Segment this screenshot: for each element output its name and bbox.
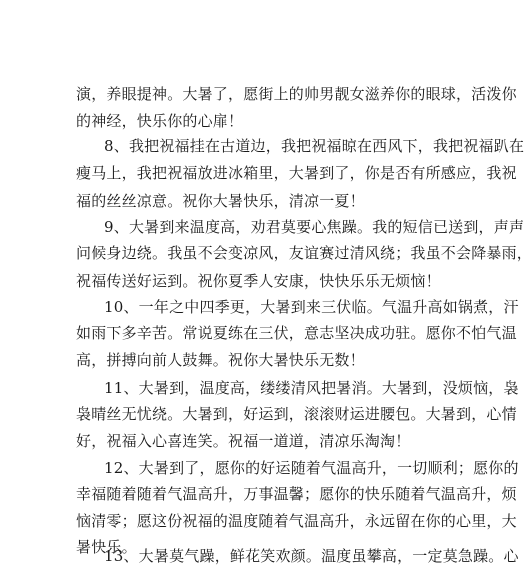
text-line: 问候身边绕。我虽不会变凉风，友谊赛过清风绕；我虽不会降暴雨， xyxy=(76,244,532,262)
text-line: 11、大暑到，温度高，缕缕清风把暑消。大暑到，没烦恼，袅 xyxy=(104,379,519,397)
text-line: 演，养眼提神。大暑了，愿街上的帅男靓女滋养你的眼球，活泼你 xyxy=(76,85,517,103)
text-line: 9、大暑到来温度高，劝君莫要心焦躁。我的短信已送到，声声 xyxy=(104,218,525,236)
text-line: 瘦马上，我把祝福放进冰箱里，大暑到了，你是否有所感应，我祝 xyxy=(76,164,517,182)
text-line: 袅晴丝无忧绕。大暑到，好运到，滚滚财运进腰包。大暑到，心情 xyxy=(76,405,517,423)
text-line: 暑快乐。 xyxy=(76,538,137,556)
text-line: 好，祝福入心喜连笑。祝福一道道，清凉乐淘淘！ xyxy=(76,432,411,450)
text-line: 12、大暑到了，愿你的好运随着气温高升，一切顺利；愿你的 xyxy=(104,459,519,477)
text-line: 10、一年之中四季更，大暑到来三伏临。气温升高如锅煮，汗 xyxy=(104,298,519,316)
text-line: 8、我把祝福挂在古道边，我把祝福晾在西风下，我把祝福趴在 xyxy=(104,137,525,155)
text-line: 的神经，快乐你的心扉！ xyxy=(76,112,244,130)
text-line: 福的丝丝凉意。祝你大暑快乐，清凉一夏！ xyxy=(76,192,365,210)
text-line: 如雨下多辛苦。常说夏练在三伏，意志坚决成功驻。愿你不怕气温 xyxy=(76,324,517,342)
text-line: 13、大暑莫气躁，鲜花笑欢颜。温度虽攀高，一定莫急躁。心 xyxy=(104,547,519,565)
text-line: 高，拼搏向前人鼓舞。祝你大暑快乐无数！ xyxy=(76,351,365,369)
text-line: 恼清零；愿这份祝福的温度随着气温高升，永远留在你的心里，大 xyxy=(76,512,517,530)
text-line: 祝福传送好运到。祝你夏季人安康，快快乐乐无烦恼！ xyxy=(76,272,441,290)
text-line: 幸福随着随着气温高升，万事温馨；愿你的快乐随着气温高升，烦 xyxy=(76,485,517,503)
